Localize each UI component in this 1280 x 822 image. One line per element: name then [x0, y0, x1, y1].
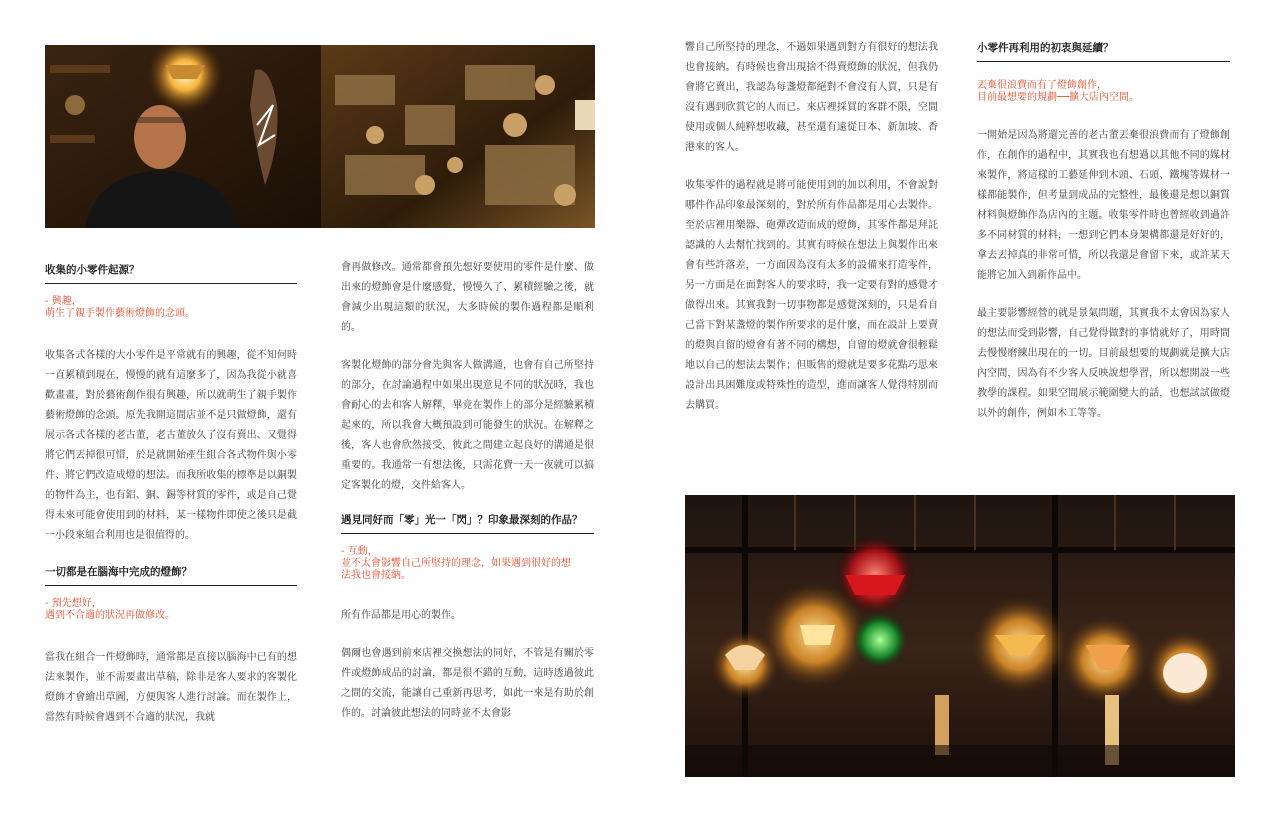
quote-line: 萌生了親手製作藝術燈飾的念頭。: [45, 308, 195, 319]
body-col3-para1: 響自己所堅持的理念，不過如果遇到對方有很好的想法我也會接納。有時候也會出現捨不得賣燈飾的狀況，但我仍會將它賣出，我認為每盞燈都絕對不會沒有人買，只是有沒有遇到欣賞它的人而已。來店裡採買的客群不限，空間使用或個人純粹想收藏，甚至還有遠從日本、新加坡、香港來的客人。: [685, 42, 938, 153]
quote-line: 遇到不合適的狀況再做修改。: [45, 610, 175, 621]
heading-reuse: 小零件再利用的初衷與延續？: [977, 40, 1230, 62]
illuminated-lamps-photo: [685, 495, 1235, 777]
quote-line: - 互動，: [341, 546, 378, 557]
column-3: [685, 38, 938, 416]
body-reuse-para2: 最主要影響經營的就是景氣問題，其實我不太會因為家人的想法而受到影響，自己覺得做對的事情就好了，用時間去慢慢磨練出現在的一切。目前最想要的規劃就是擴大店內空間，因為有不少客人反映說想學習，所以想開設一些教學的課程。如果空間展示範圍變大的話，也想試試做燈以外的創作，例如木工等等。: [977, 308, 1230, 419]
quote-line: - 興趣，: [45, 296, 82, 307]
body-flash-para2: 偶爾也會遇到前來店裡交換想法的同好，不管是有關於零件或燈飾成品的討論，都是很不錯的互動，這時透過彼此之間的交流，能讓自己重新再思考，如此一來是有助於創作的。討論彼此想法的同時並不太會影: [341, 648, 594, 719]
heading-mind: 一切都是在腦海中完成的燈飾？: [45, 564, 297, 586]
quote-line: 法我也會接納。: [341, 570, 411, 581]
column-2: [341, 258, 594, 724]
heading-origin: 收集的小零件起源？: [45, 262, 297, 284]
quote-mind: [45, 598, 297, 622]
body-col2-para2: 客製化燈飾的部分會先與客人做溝通，也會有自己所堅持的部分，在討論過程中如果出現意見不同的狀況時，我也會耐心的去和客人解釋，畢竟在製作上的部分是經驗累積起來的，所以我會大概預設到可能發生的狀況。在解釋之後，客人也會欣然接受，彼此之間建立起良好的溝通是很重要的。我通常一有想法後，只需花費一天一夜就可以搞定客製化的燈，交件給客人。: [341, 360, 594, 491]
heading-flash: 遇見同好而「零」光一「閃」？印象最深刻的作品？: [341, 512, 594, 534]
quote-line: 並不太會影響自己所堅持的理念，如果遇到很好的想: [341, 558, 571, 569]
artisan-workshop-photo: [45, 45, 595, 228]
body-flash-para1: 所有作品都是用心的製作。: [341, 610, 461, 621]
body-col2-para1: 會再做修改。通常都會預先想好要使用的零件是什麼、做出來的燈飾會是什麼感覺，慢慢久了、累積經驗之後，就會減少出現這類的狀況，大多時候的製作過程都是順利的。: [341, 262, 594, 333]
quote-line: 丟棄很浪費而有了燈飾創作，: [977, 80, 1107, 91]
quote-line: 目前最想要的規劃──擴大店內空間。: [977, 92, 1140, 103]
body-origin: 收集各式各樣的大小零件是平常就有的興趣，從不知何時一直累積到現在，慢慢的就有這麼多了，因為我從小就喜歡畫畫，對於藝術創作很有興趣，所以就萌生了親手製作藝術燈飾的念頭。原先我開這間店並不是只做燈飾，還有展示各式各樣的老古董，老古董放久了沒有賣出、又覺得將它們丟掉很可惜，於是就開始產生組合各式物件與小零件、將它們改造成燈的想法。而我所收集的標準是以銅製的物件為主，也有鋁、銅、錫等材質的零件，或是自己覺得未來可能會使用到的材料，某一樣物件即使之後只是截一小段來組合利用也是很值得的。: [45, 350, 297, 541]
quote-flash: [341, 546, 594, 582]
body-mind: 當我在組合一件燈飾時，通常都是直接以腦海中已有的想法來製作，並不需要畫出草稿，除非是客人要求的客製化燈飾才會繪出草圖，方便與客人進行討論。而在製作上，當然有時候會遇到不合適的狀況，我就: [45, 652, 297, 723]
body-reuse-para1: 一開始是因為將還完善的老古董丟棄很浪費而有了燈飾創作，在創作的過程中，其實我也有想過以其他不同的媒材來製作，將這樣的工藝延伸到木頭、石頭、鐵塊等媒材一樣都能製作，但考量到成品的完整性，最後還是想以銅質材料與燈飾作為店內的主題。收集零件時也曾經收到過許多不同材質的材料，一想到它們本身架構都還是好好的，拿去丟掉真的非常可惜，所以我還是會留下來，或許某天能將它加入到新作品中。: [977, 130, 1230, 281]
column-1: [45, 262, 297, 728]
quote-origin: [45, 296, 297, 320]
column-4: [977, 40, 1230, 424]
body-col3-para2: 收集零件的過程就是將可能使用到的加以利用，不會說對哪件作品印象最深刻的，對於所有作品都是用心去製作。至於店裡用樂器、砲彈改造而成的燈飾，其零件都是拜託認識的人去幫忙找到的。其實有時候在想法上與製作出來會有些許落差，一方面因為沒有太多的設備來打造零件，另一方面是在面對客人的要求時，我一定要有對的感覺才做得出來。其實我對一切事物都是感覺深刻的，只是看自己當下對某盞燈的製作所要求的是什麼，而在設計上要賣的燈與自留的燈會有著不同的構想，自留的燈就會很輕鬆地以自己的想法去製作；但販售的燈就是要多花點巧思來設計出具困難度或特殊性的造型，進而讓客人覺得特別而去購買。: [685, 180, 938, 411]
quote-reuse: [977, 80, 1230, 104]
quote-line: - 預先想好，: [45, 598, 102, 609]
